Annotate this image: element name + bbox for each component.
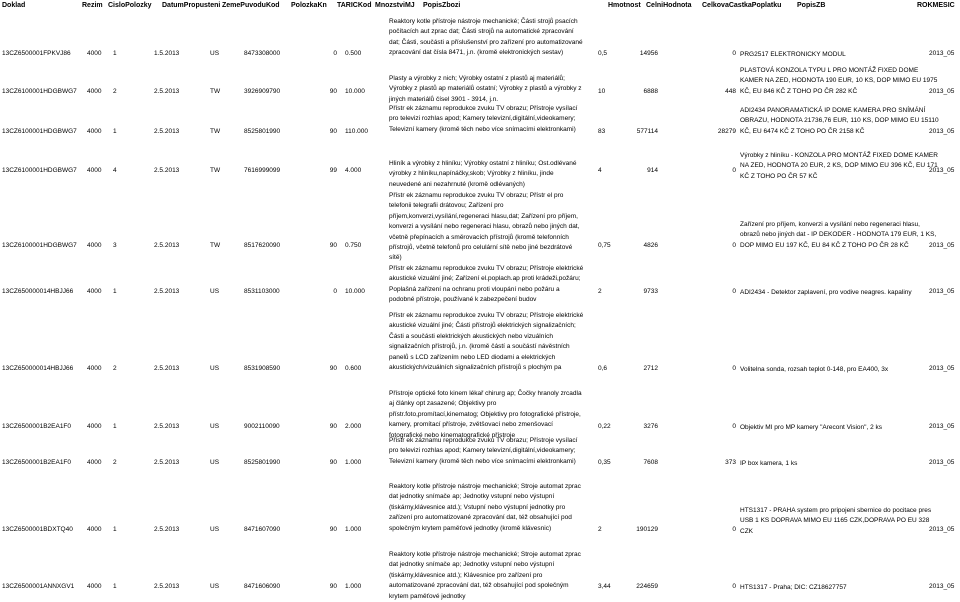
cell-doklad: 13CZ6500001FPKVJ86 <box>2 50 71 57</box>
cell-hodnota: 3276 <box>643 423 658 430</box>
cell-popis-zb: Objektiv MI pro MP kamery "Arecont Vision", 2 ks <box>740 424 883 431</box>
cell-popis-zb: Volitelna sonda, rozsah teplot 0-148, pro EA400, 3x <box>740 366 889 373</box>
cell-hodnota: 190129 <box>636 526 658 533</box>
cell-hodnota: 577114 <box>636 128 658 135</box>
cell-kn: 8471607090 <box>244 526 281 533</box>
cell-popis-zb: PRG2517 ELEKTRONICKY MODUL <box>740 51 846 58</box>
cell-datum: 2.5.2013 <box>154 167 180 174</box>
cell-hmotnost: 2 <box>598 526 602 533</box>
header-doklad: Doklad <box>2 2 26 9</box>
cell-rok: 2013_05 <box>929 88 955 95</box>
cell-hmotnost: 4 <box>598 167 602 174</box>
header-celkovacastkapoplatku: CelkovaCastkaPoplatku <box>702 2 782 9</box>
header-rokmesic: ROKMESIC <box>917 2 955 9</box>
cell-zeme: US <box>210 583 220 590</box>
cell-kn: 8525801990 <box>244 128 281 135</box>
cell-popis-zb: ADI2434 - Detektor zaplavení, pro vodive neagres. kapaliny <box>740 289 912 296</box>
cell-hodnota: 4826 <box>643 242 658 249</box>
header-rezim: Rezim <box>82 2 103 9</box>
cell-doklad: 13CZ6100001HDGBWG7 <box>2 128 77 135</box>
cell-mnozstvi: 1.000 <box>345 583 362 590</box>
cell-hmotnost: 2 <box>598 288 602 295</box>
cell-zeme: US <box>210 459 220 466</box>
cell-poplatek: 0 <box>732 288 736 295</box>
cell-rezim: 4000 <box>87 50 102 57</box>
cell-taric: 90 <box>329 526 337 533</box>
cell-kn: 9002110090 <box>244 423 280 430</box>
cell-kn: 8531103000 <box>244 288 280 295</box>
cell-taric: 0 <box>333 50 337 57</box>
cell-taric: 90 <box>329 88 337 95</box>
cell-kn: 8531908590 <box>244 365 281 372</box>
header-mnozstvimj: MnozstviMJ <box>375 2 415 9</box>
cell-popis-zb: ADI2434 PANORAMATICKÁ IP DOME KAMERA PRO SNÍMÁNÍ OBRAZU, HODNOTA 21736,76 EUR, 110 KS, DOP MIMO EU 15110 KČ, EU 6474 KČ Z TOHO PO ČR 2158 KČ <box>740 107 939 135</box>
cell-rok: 2013_05 <box>929 128 955 135</box>
cell-zeme: US <box>210 526 220 533</box>
cell-rezim: 4000 <box>87 459 102 466</box>
cell-cislo: 2 <box>113 459 117 466</box>
cell-poplatek: 28279 <box>717 128 736 135</box>
cell-zeme: TW <box>210 167 221 174</box>
cell-poplatek: 0 <box>732 423 736 430</box>
cell-kn: 8525801990 <box>244 459 281 466</box>
cell-popis-zbozi: Reaktory kotle přístroje nástroje mechanické; Stroje automat zprac dat jednotky snímače ap; Jednotky vstupní nebo výstupní (tiskárny,klávesnice atd.); Klávesnice pro zařízení pro automatizované zpracování dat, též obsahující pod společným krytem paměťové jednotky <box>389 551 581 600</box>
cell-hodnota: 2712 <box>643 365 658 372</box>
cell-cislo: 1 <box>113 583 117 590</box>
cell-rezim: 4000 <box>87 288 102 295</box>
cell-datum: 1.5.2013 <box>154 50 180 57</box>
cell-rok: 2013_05 <box>929 459 955 466</box>
cell-rezim: 4000 <box>87 88 102 95</box>
cell-taric: 90 <box>329 242 337 249</box>
cell-poplatek: 0 <box>732 365 736 372</box>
header-cislopolozky: CisloPolozky <box>108 2 152 9</box>
cell-rezim: 4000 <box>87 583 102 590</box>
cell-rezim: 4000 <box>87 167 102 174</box>
cell-rok: 2013_05 <box>929 526 955 533</box>
header-polozkakn: PolozkaKn <box>291 2 327 9</box>
cell-popis-zbozi: Přístr ek záznamu reprodukce zvuku TV obrazu; Přístr el pro telefonii telegrafii drátovou; Zařízení pro příjem,konverzi,vysílání,regeneraci hlasu,dat; Zařízení pro příjem, konverzi a vysílání nebo regeneraci hlasu, obrazů nebo jiných dat, včetně přepínacích a směrovacích přístrojů (kromě telefonních přístrojů, včetně telefonů pro celulární sítě nebo jiné bezdrátové sítě) <box>389 192 580 262</box>
cell-popis-zb: PLASTOVÁ KONZOLA TYPU L PRO MONTÁŽ FIXED DOME KAMER NA ZED, HODNOTA 190 EUR, 10 KS, DOP MIMO EU 1975 KČ, EU 846 KČ Z TOHO PO ČR 282 KČ <box>740 67 938 95</box>
cell-mnozstvi: 0.750 <box>345 242 362 249</box>
cell-doklad: 13CZ6500001B2EA1F0 <box>2 423 72 430</box>
cell-zeme: US <box>210 288 220 295</box>
cell-popis-zb: IP box kamera, 1 ks <box>740 460 798 467</box>
cell-datum: 2.5.2013 <box>154 459 180 466</box>
cell-datum: 2.5.2013 <box>154 583 180 590</box>
header-datumpropusteni: DatumPropusteni <box>162 2 221 9</box>
cell-mnozstvi: 2.000 <box>345 423 362 430</box>
cell-poplatek: 0 <box>732 167 736 174</box>
cell-popis-zbozi: Přístr ek záznamu reprodukce zvuku TV obrazu; Přístroje vysílací pro televizi rozhlas apod; Kamery televizní,digitální,videokamery; Televizní kamery (kromě těch nebo více snímacími elektronkami) <box>389 105 578 133</box>
cell-doklad: 13CZ6100001HDGBWG7 <box>2 242 77 249</box>
cell-mnozstvi: 1.000 <box>345 459 362 466</box>
cell-rezim: 4000 <box>87 526 102 533</box>
cell-datum: 2.5.2013 <box>154 128 180 135</box>
cell-zeme: TW <box>210 242 221 249</box>
cell-doklad: 13CZ6500001B2EA1F0 <box>2 459 72 466</box>
cell-poplatek: 0 <box>732 583 736 590</box>
cell-popis-zbozi: Reaktory kotle přístroje nástroje mechanické; Stroje automat zprac dat jednotky snímače ap; Jednotky vstupní nebo výstupní (tiskárny,klávesnice atd.); Vstupní nebo výstupní jednotky pro zařízení pro automatizované zpracování dat, též obsahující pod společným krytem paměťové jednotky (kromě klávesnic) <box>389 483 581 532</box>
cell-doklad: 13CZ650000014HBJJ66 <box>2 365 74 372</box>
cell-datum: 2.5.2013 <box>154 423 180 430</box>
cell-datum: 2.5.2013 <box>154 88 180 95</box>
cell-mnozstvi: 0.500 <box>345 50 362 57</box>
cell-popis-zbozi: Hliník a výrobky z hliníku; Výrobky ostatní z hliníku; Ost.odlévané výrobky z hliníku,napínáčky,skob; Výrobky z hliníku, jinde neuvedené ani nezahrnuté (kromě odlévaných) <box>389 160 577 188</box>
cell-rok: 2013_05 <box>929 365 955 372</box>
cell-hmotnost: 0,75 <box>598 242 611 249</box>
cell-popis-zbozi: Přístr ek záznamu reprodukce zvuku TV obrazu; Přístroje vysílací pro televizi rozhlas apod; Kamery televizní,digitální,videokamery; Televizní kamery (kromě těch nebo více snímacími elektronkami) <box>389 437 578 465</box>
cell-cislo: 2 <box>113 365 117 372</box>
cell-zeme: US <box>210 365 220 372</box>
cell-taric: 90 <box>329 365 337 372</box>
cell-poplatek: 0 <box>732 50 736 57</box>
cell-doklad: 13CZ6500001ANNXGV1 <box>2 583 75 590</box>
cell-hodnota: 7608 <box>643 459 658 466</box>
cell-cislo: 3 <box>113 242 117 249</box>
cell-rok: 2013_05 <box>929 167 955 174</box>
header-popiszb: PopisZB <box>797 2 826 9</box>
cell-rok: 2013_05 <box>929 50 955 57</box>
cell-zeme: TW <box>210 128 221 135</box>
cell-popis-zbozi: Přístroje optické foto kinem lékař chirurg ap; Čočky hranoly zrcadla aj články opt zasazené; Objektivy pro přístr.foto,promítací,kinematog; Objektivy pro fotografické přístroje, kamery, promítací přístroje, zvětšovací nebo zmenšovací fotografické nebo kinematografické přístroje <box>389 390 582 439</box>
cell-hmotnost: 0,35 <box>598 459 611 466</box>
cell-rok: 2013_05 <box>929 423 955 430</box>
cell-poplatek: 448 <box>725 88 736 95</box>
header-celnihodnota: CelniHodnota <box>646 2 692 9</box>
cell-doklad: 13CZ6100001HDGBWG7 <box>2 88 77 95</box>
cell-hodnota: 6888 <box>643 88 658 95</box>
header-hmotnost: Hmotnost <box>608 2 641 9</box>
cell-hmotnost: 0,6 <box>598 365 608 372</box>
cell-mnozstvi: 10.000 <box>345 288 365 295</box>
cell-mnozstvi: 4.000 <box>345 167 362 174</box>
cell-poplatek: 373 <box>725 459 736 466</box>
cell-mnozstvi: 0.600 <box>345 365 362 372</box>
cell-zeme: US <box>210 50 220 57</box>
cell-kn: 8517620090 <box>244 242 281 249</box>
cell-kn: 8471606090 <box>244 583 281 590</box>
cell-hmotnost: 10 <box>598 88 606 95</box>
cell-kn: 7616999099 <box>244 167 281 174</box>
cell-hmotnost: 0,5 <box>598 50 608 57</box>
cell-popis-zb: Zařízení pro příjem, konverzi a vysílání nebo regeneraci hlasu, obrazů nebo jiných dat - IP DEKODER - HODNOTA 179 EUR, 1 KS, DOP MIMO EU 197 KČ, EU 84 KČ Z TOHO PO ČR 28 KČ <box>740 221 937 249</box>
header-tarickod: TARICKod <box>337 2 372 9</box>
cell-doklad: 13CZ6100001HDGBWG7 <box>2 167 77 174</box>
cell-hodnota: 914 <box>647 167 658 174</box>
cell-cislo: 4 <box>113 167 117 174</box>
cell-popis-zb: HTS1317 - PRAHA system pro pripojeni sbernice do pocitace pres USB 1 KS DOPRAVA MIMO EU 1165 CZK,DOPRAVA PO EU 328 CZK <box>740 507 932 535</box>
cell-popis-zbozi: Plasty a výrobky z nich; Výrobky ostatní z plastů aj materiálů; Výrobky z plastů ap materiálů ostatní; Výrobky z plastů a výrobky z jiných materiálů čísel 3901 - 3914, j.n. <box>389 75 582 103</box>
cell-taric: 90 <box>329 423 337 430</box>
cell-doklad: 13CZ650000014HBJJ66 <box>2 288 74 295</box>
cell-cislo: 2 <box>113 88 117 95</box>
cell-taric: 90 <box>329 128 337 135</box>
cell-popis-zb: Výrobky z hliníku - KONZOLA PRO MONTÁŽ FIXED DOME KAMER NA ZED, HODNOTA 20 EUR, 2 KS, DOP MIMO EU 396 KČ, EU 171 KČ Z TOHO PO ČR 57 KČ <box>740 152 938 180</box>
cell-poplatek: 0 <box>732 526 736 533</box>
cell-hmotnost: 3,44 <box>598 583 611 590</box>
cell-cislo: 1 <box>113 50 117 57</box>
cell-doklad: 13CZ6500001BDXTQ40 <box>2 526 73 533</box>
cell-kn: 8473308000 <box>244 50 281 57</box>
cell-hodnota: 224659 <box>636 583 658 590</box>
cell-datum: 2.5.2013 <box>154 365 180 372</box>
header-popiszbozi: PopisZbozi <box>423 2 461 9</box>
cell-popis-zb: HTS1317 - Praha; DIC: CZ18627757 <box>740 584 847 591</box>
cell-cislo: 1 <box>113 526 117 533</box>
cell-mnozstvi: 10.000 <box>345 88 365 95</box>
cell-hodnota: 9733 <box>643 288 658 295</box>
cell-hodnota: 14956 <box>639 50 658 57</box>
cell-rok: 2013_05 <box>929 583 955 590</box>
cell-popis-zbozi: Přístr ek záznamu reprodukce zvuku TV obrazu; Přístroje elektrické akustické vizuální jiné; Zařízení el.poplach.ap proti krádeži,požáru; Poplašná zařízení na ochranu proti vloupání nebo požáru a podobné přístroje, používané k zabezpečení budov <box>389 265 584 304</box>
cell-zeme: TW <box>210 88 221 95</box>
cell-zeme: US <box>210 423 220 430</box>
cell-rezim: 4000 <box>87 365 102 372</box>
cell-mnozstvi: 110.000 <box>345 128 369 135</box>
cell-taric: 0 <box>333 288 337 295</box>
header-row <box>0 0 960 12</box>
cell-rezim: 4000 <box>87 423 102 430</box>
cell-hmotnost: 83 <box>598 128 606 135</box>
cell-cislo: 1 <box>113 128 117 135</box>
header-zemepuvodukod: ZemePuvoduKod <box>222 2 280 9</box>
cell-kn: 3926909790 <box>244 88 281 95</box>
cell-hmotnost: 0,22 <box>598 423 611 430</box>
cell-rezim: 4000 <box>87 128 102 135</box>
cell-taric: 90 <box>329 459 337 466</box>
cell-rok: 2013_05 <box>929 242 955 249</box>
cell-popis-zbozi: Reaktory kotle přístroje nástroje mechanické; Části strojů psacích počítacích aut zprac dat; Části strojů na automatické zpracování dat; Části, součásti a příslušenství pro zařízení pro automatizované zpracování dat čísla 8471, j.n. (kromě elektronických sestav) <box>389 18 583 57</box>
cell-datum: 2.5.2013 <box>154 288 180 295</box>
cell-popis-zbozi: Přístr ek záznamu reprodukce zvuku TV obrazu; Přístroje elektrické akustické vizuální jiné; Části přístrojů elektrických signalizačních; Části a součásti elektrických akustických nebo vizuálních signalizačních přístrojů, j.n. (kromě částí a součástí návěstních panelů s LCD zařízením nebo LED diodami a elektrických akustických/vizuálních signalizačních přístrojů s plochým pa <box>389 312 584 372</box>
cell-mnozstvi: 1.000 <box>345 526 362 533</box>
cell-datum: 2.5.2013 <box>154 526 180 533</box>
cell-taric: 99 <box>329 167 337 174</box>
cell-taric: 90 <box>329 583 337 590</box>
cell-poplatek: 0 <box>732 242 736 249</box>
cell-rezim: 4000 <box>87 242 102 249</box>
cell-rok: 2013_05 <box>929 288 955 295</box>
cell-cislo: 1 <box>113 288 117 295</box>
cell-cislo: 1 <box>113 423 117 430</box>
cell-datum: 2.5.2013 <box>154 242 180 249</box>
